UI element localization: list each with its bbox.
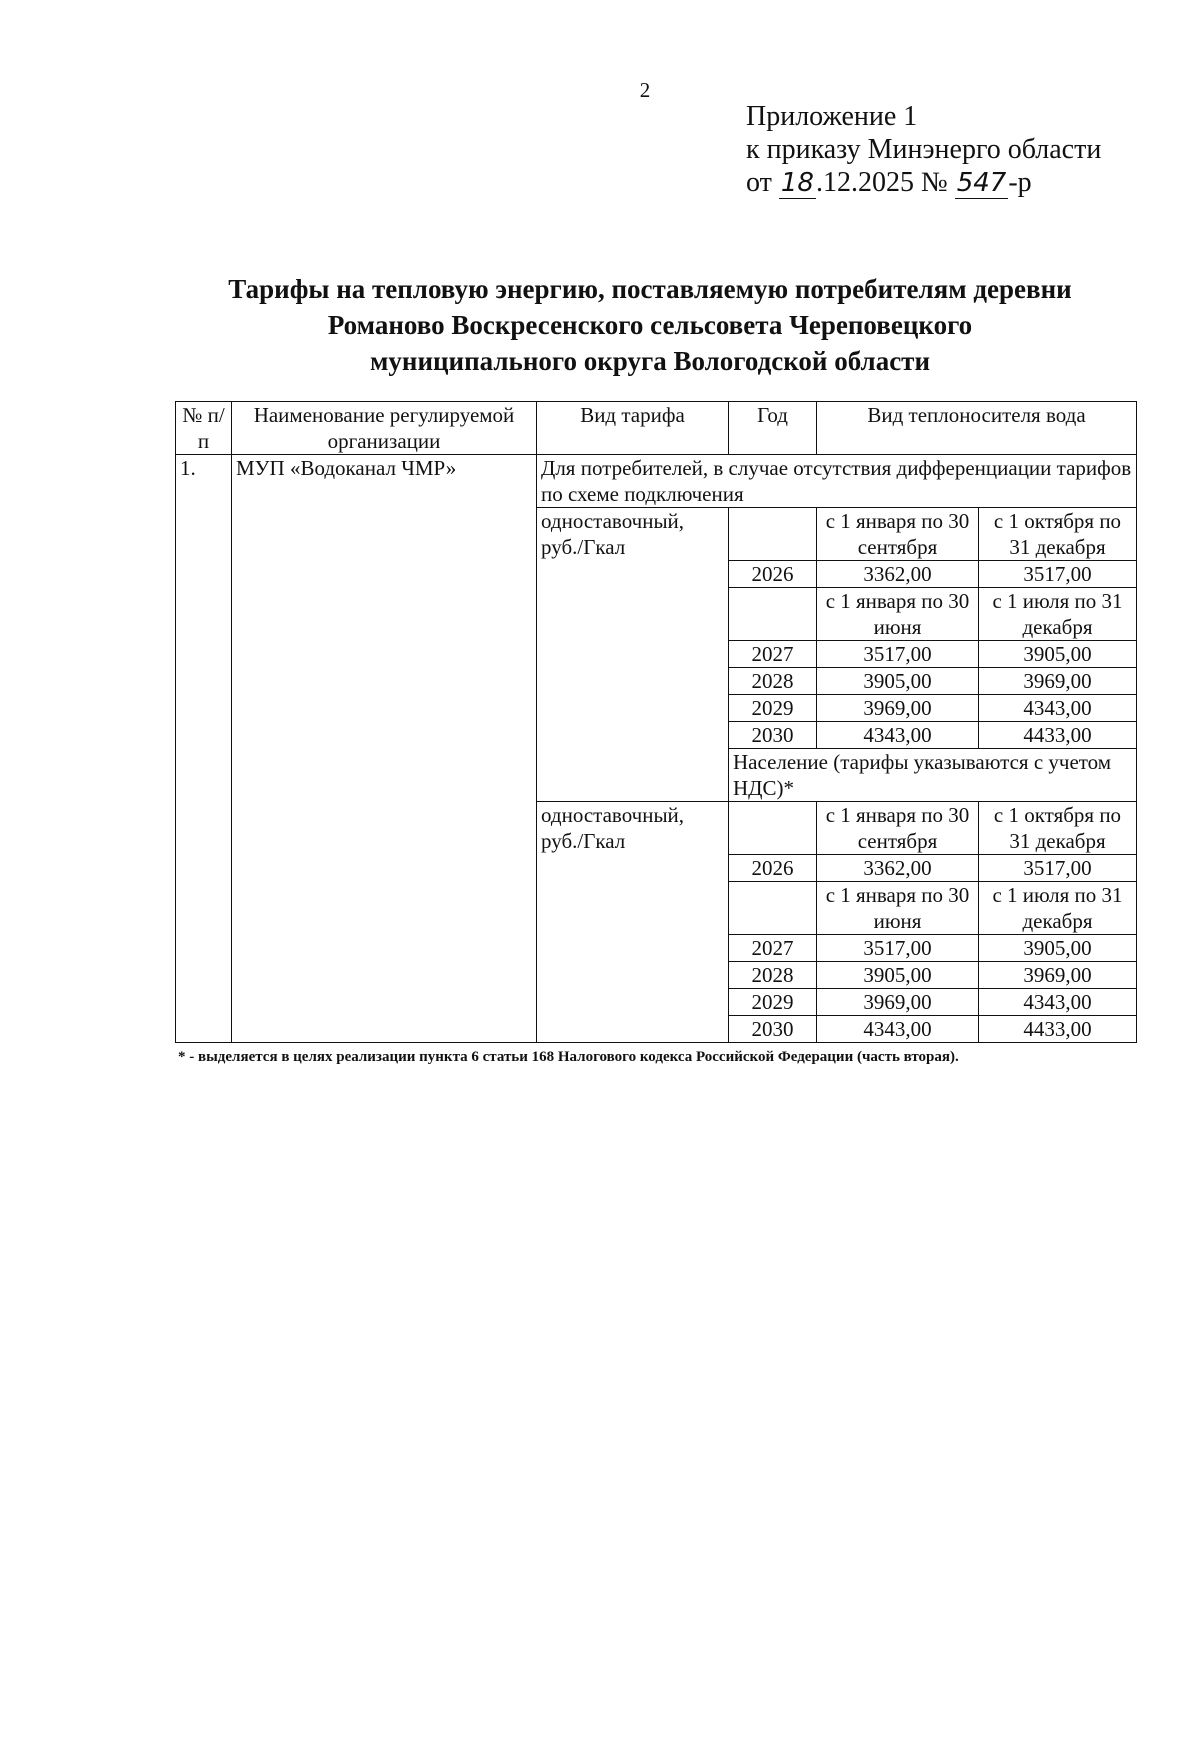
- year-cell-empty: [729, 802, 817, 855]
- year-cell-empty: [729, 588, 817, 641]
- tariffs-table: [175, 401, 1137, 1043]
- section-label: Для потребителей, в случае отсутствия дифференциации тарифов по схеме подключения: [537, 455, 1137, 508]
- period-cell: с 1 июля по 31 декабря: [979, 588, 1137, 641]
- appendix-line-2: к приказу Минэнерго области: [746, 134, 1102, 165]
- order-suffix: -р: [1008, 167, 1032, 198]
- appendix-header: [746, 100, 1101, 199]
- period-cell: с 1 октября по 31 декабря: [979, 508, 1137, 561]
- year-cell: 2030: [729, 722, 817, 749]
- year-cell: 2028: [729, 962, 817, 989]
- value-cell: 3517,00: [817, 641, 979, 668]
- document-title: [150, 271, 1150, 379]
- year-cell: 2027: [729, 641, 817, 668]
- value-cell: 3905,00: [817, 962, 979, 989]
- year-cell: 2026: [729, 855, 817, 882]
- table-header-row: [176, 402, 1137, 455]
- year-cell: 2027: [729, 935, 817, 962]
- period-cell: с 1 января по 30 сентября: [817, 802, 979, 855]
- appendix-order-line: [746, 166, 1101, 199]
- period-cell: с 1 января по 30 сентября: [817, 508, 979, 561]
- tariff-type: одноставочный, руб./Гкал: [537, 802, 729, 1043]
- value-cell: 4343,00: [817, 1016, 979, 1043]
- header-tariff-type: Вид тарифа: [537, 402, 729, 455]
- header-num: № п/п: [176, 402, 232, 455]
- value-cell: 3905,00: [817, 668, 979, 695]
- value-cell: 4343,00: [979, 695, 1137, 722]
- period-cell: с 1 октября по 31 декабря: [979, 802, 1137, 855]
- year-cell: 2029: [729, 989, 817, 1016]
- handwritten-date-day: 18: [780, 168, 814, 198]
- appendix-line-1: Приложение 1: [746, 101, 918, 132]
- value-cell: 3969,00: [979, 668, 1137, 695]
- period-cell: с 1 июля по 31 декабря: [979, 882, 1137, 935]
- year-cell: 2030: [729, 1016, 817, 1043]
- year-cell: 2028: [729, 668, 817, 695]
- header-carrier: Вид теплоносителя вода: [817, 402, 1137, 455]
- date-prefix: от: [746, 167, 772, 198]
- organization-name: МУП «Водоканал ЧМР»: [232, 455, 537, 1043]
- period-cell: с 1 января по 30 июня: [817, 588, 979, 641]
- value-cell: 3517,00: [817, 935, 979, 962]
- title-line-1: Тарифы на тепловую энергию, поставляемую потребителям деревни: [228, 274, 1072, 304]
- value-cell: 4433,00: [979, 722, 1137, 749]
- value-cell: 3969,00: [817, 695, 979, 722]
- value-cell: 3969,00: [979, 962, 1137, 989]
- period-cell: с 1 января по 30 июня: [817, 882, 979, 935]
- year-cell: 2029: [729, 695, 817, 722]
- page-number: 2: [639, 78, 651, 102]
- year-cell: 2026: [729, 561, 817, 588]
- value-cell: 4343,00: [817, 722, 979, 749]
- value-cell: 3905,00: [979, 935, 1137, 962]
- row-number: 1.: [176, 455, 232, 1043]
- title-line-3: муниципального округа Вологодской области: [370, 346, 930, 376]
- value-cell: 3362,00: [817, 561, 979, 588]
- value-cell: 3362,00: [817, 855, 979, 882]
- header-organization: Наименование регулируемой организации: [232, 402, 537, 455]
- year-cell-empty: [729, 882, 817, 935]
- value-cell: 3969,00: [817, 989, 979, 1016]
- section-label-row: [176, 455, 1137, 508]
- section-label: Население (тарифы указываются с учетом НДС)*: [729, 749, 1137, 802]
- footnote: * - выделяется в целях реализации пункта 6 статьи 168 Налогового кодекса Российской Федерации (часть вторая).: [178, 1049, 959, 1065]
- tariff-type: одноставочный, руб./Гкал: [537, 508, 729, 802]
- value-cell: 4343,00: [979, 989, 1137, 1016]
- value-cell: 4433,00: [979, 1016, 1137, 1043]
- value-cell: 3517,00: [979, 561, 1137, 588]
- title-line-2: Романово Воскресенского сельсовета Череповецкого: [327, 310, 973, 340]
- date-rest: .12.2025 №: [815, 167, 948, 198]
- year-cell-empty: [729, 508, 817, 561]
- header-year: Год: [729, 402, 817, 455]
- value-cell: 3905,00: [979, 641, 1137, 668]
- handwritten-order-number: 547: [956, 168, 1007, 198]
- value-cell: 3517,00: [979, 855, 1137, 882]
